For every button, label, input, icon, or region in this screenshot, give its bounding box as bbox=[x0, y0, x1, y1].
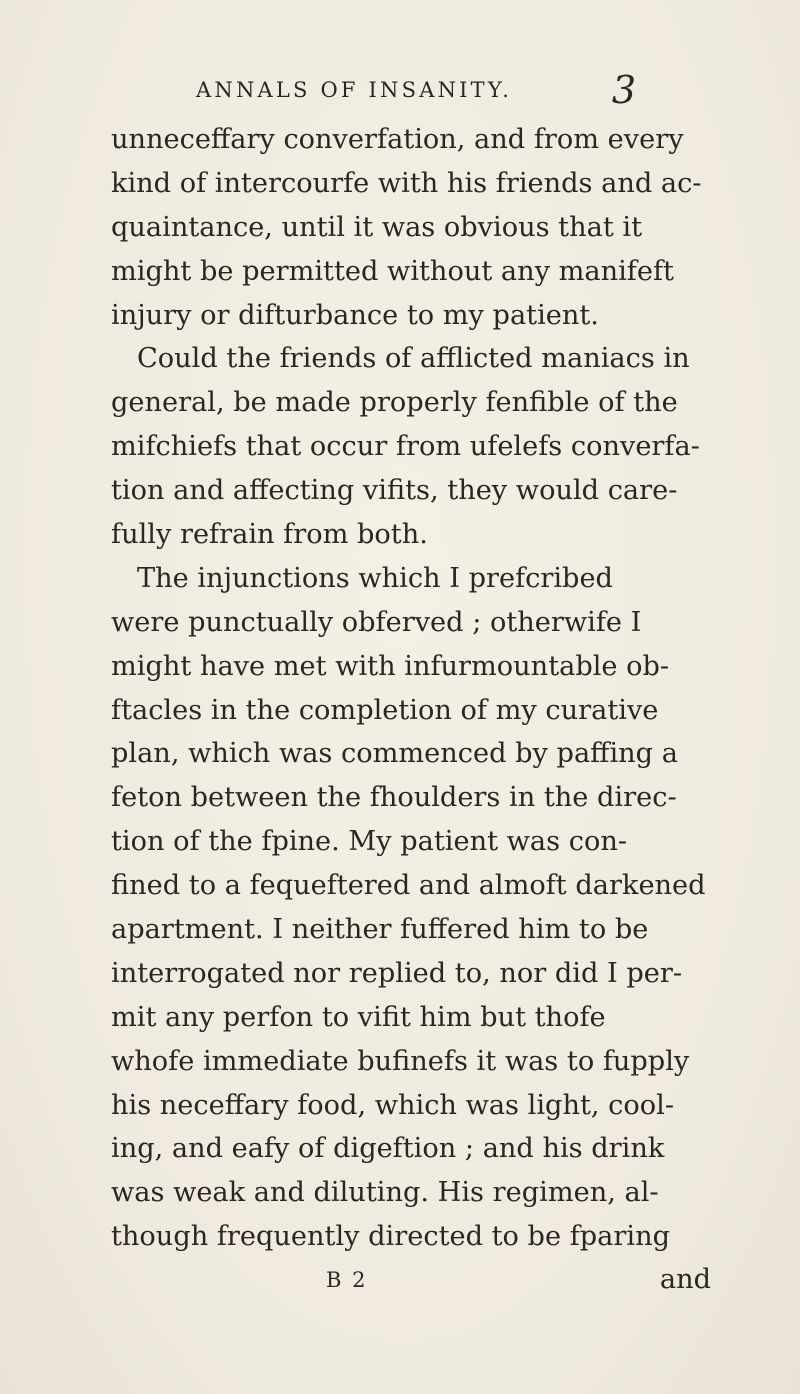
text-line: general, be made properly fenfible of the bbox=[111, 387, 678, 419]
text-line: ing, and eafy of digeftion ; and his drink bbox=[111, 1133, 665, 1165]
text-line: though frequently directed to be fparing bbox=[111, 1221, 670, 1253]
text-line: tion of the fpine. My patient was con- bbox=[111, 826, 628, 858]
text-line: might be permitted without any manifeft bbox=[111, 255, 674, 287]
text-line: fully refrain from both. bbox=[111, 519, 428, 551]
text-line: unneceffary converfation, and from every bbox=[111, 124, 684, 155]
catchword: and bbox=[659, 1264, 711, 1295]
text-line: feton between the fhoulders in the direc- bbox=[111, 782, 677, 814]
text-line: his neceffary food, which was light, cool- bbox=[111, 1089, 675, 1121]
text-line: apartment. I neither fuffered him to be bbox=[111, 914, 649, 946]
text-line: fined to a fequeftered and almoft darkened bbox=[111, 870, 706, 902]
text-line: plan, which was commenced by paffing a bbox=[111, 738, 678, 770]
text-line: might have met with infurmountable ob- bbox=[111, 650, 670, 682]
text-line: tion and affecting vifits, they would care- bbox=[111, 475, 678, 507]
paragraph-start-line: The injunctions which I prefcribed bbox=[137, 562, 613, 594]
body-text bbox=[111, 118, 711, 1259]
running-head bbox=[196, 68, 636, 114]
text-line: were punctually obferved ; otherwife I bbox=[111, 606, 642, 638]
text-line: quaintance, until it was obvious that it bbox=[111, 211, 643, 243]
paragraph-start-line: Could the friends of afflicted maniacs in bbox=[137, 343, 690, 375]
text-line: mit any perfon to vifit him but thofe bbox=[111, 1001, 606, 1033]
text-line: injury or difturbance to my patient. bbox=[111, 299, 599, 331]
signature-mark: B 2 bbox=[326, 1268, 368, 1292]
text-line: mifchiefs that occur from ufelefs converfa- bbox=[111, 431, 700, 463]
text-line: ftacles in the completion of my curative bbox=[111, 694, 659, 726]
text-line: interrogated nor replied to, nor did I per- bbox=[111, 957, 683, 989]
page-number: 3 bbox=[611, 68, 636, 112]
text-line: whofe immediate bufinefs it was to fupply bbox=[111, 1045, 690, 1077]
text-line: was weak and diluting. His regimen, al- bbox=[111, 1177, 659, 1209]
text-line: kind of intercourfe with his friends and ac- bbox=[111, 167, 702, 199]
running-title: ANNALS OF INSANITY. bbox=[196, 78, 513, 102]
page-footer bbox=[111, 1264, 711, 1308]
